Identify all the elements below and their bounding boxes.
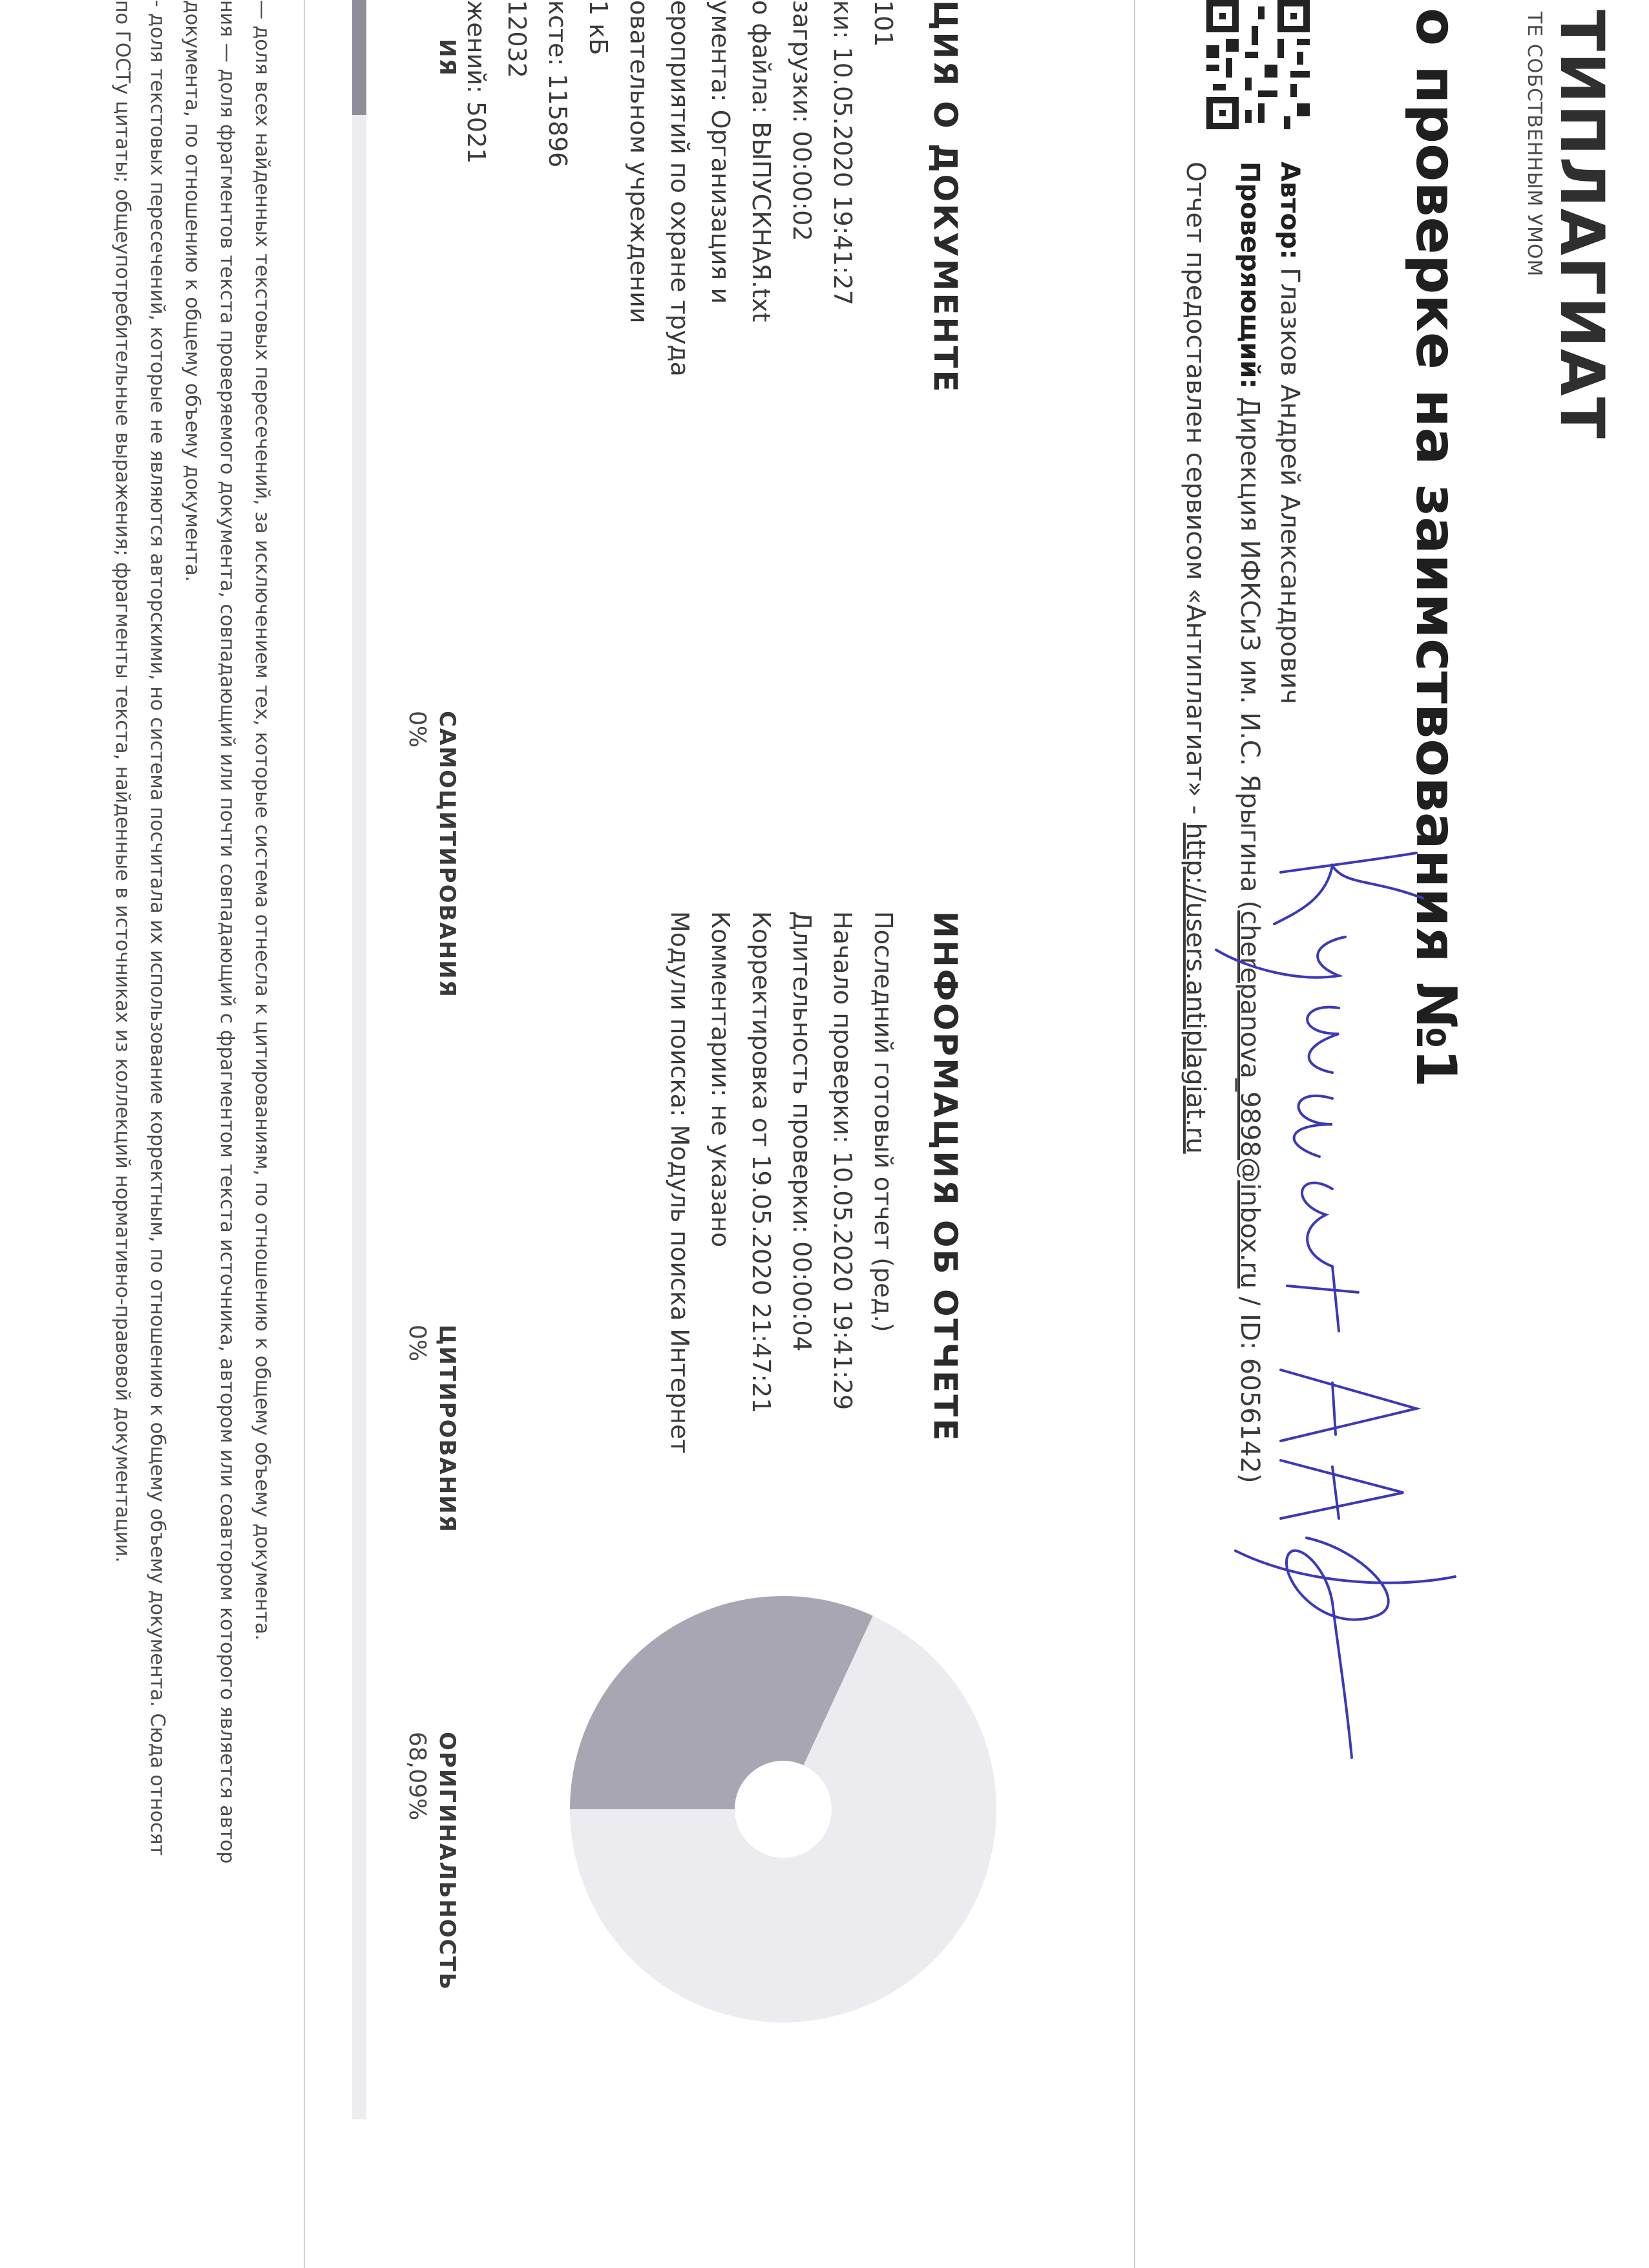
doc-info-line: 1 кБ [584, 0, 613, 56]
reviewer-label: Проверяющий: [1235, 162, 1265, 389]
doc-info-line: ксте: 115896 [543, 0, 572, 168]
doc-info-line: ероприятий по охране труда [666, 0, 694, 377]
doc-info-line: жений: 5021 [462, 0, 490, 164]
stat-originality-label: ОРИГИНАЛЬНОСТЬ [434, 1732, 460, 1991]
footnotes [105, 0, 279, 1864]
header-divider [1134, 0, 1135, 2268]
report-info-line: Комментарии: не указано [706, 911, 735, 1248]
report-info-line: Корректировка от 19.05.2020 21:47:21 [747, 911, 775, 1414]
reviewer-value: Дирекция ИФКСиЗ им. И.С. Ярыгина ( [1235, 397, 1265, 911]
borrowings-bar-fill [352, 0, 366, 115]
doc-info-line: загрузки: 00:00:02 [788, 0, 816, 242]
stat-citations-label: ЦИТИРОВАНИЯ [434, 1325, 460, 1533]
antiplagiat-logo: ТИПЛАГИАТ [1546, 10, 1617, 440]
footnote-line: - доля текстовых пересечений, которые не являются авторскими, но система посчитала их использование корректным, по отношению к общему объему документа. Сюда относят [146, 0, 169, 1856]
reviewer-id: / ID: 6056142) [1235, 1288, 1265, 1484]
stat-originality [404, 1732, 460, 1991]
doc-info-line: овательном учреждении [625, 0, 653, 324]
stat-self-citations-label: САМОЦИТИРОВАНИЯ [434, 711, 460, 998]
report-info-section [659, 911, 964, 1454]
doc-info-section [456, 0, 964, 394]
report-info-list [659, 911, 903, 1454]
footnote-line: — доля всех найденных текстовых пересечений, за исключением тех, которые система отнесла к цитированиям, по отношению к общему объему документа. [251, 0, 273, 1641]
stat-originality-value: 68,09% [404, 1732, 430, 1821]
reviewer-email-link[interactable]: cherepanova_9898@inbox.ru [1235, 910, 1265, 1289]
doc-info-line: 101 [869, 0, 898, 47]
doc-info-list [456, 0, 903, 394]
footnote-line: ния — доля фрагментов текста проверяемого документа, совпадающий или почти совпадающий с фрагментом текста источника, автором или соавтором которого является автор [216, 0, 238, 1864]
handwritten-signature [1197, 840, 1494, 1809]
footer-divider [304, 0, 305, 2268]
service-link[interactable]: http://users.antiplagiat.ru [1181, 823, 1210, 1154]
author-value: Глазков Андрей Александрович [1275, 268, 1305, 704]
author-label: Автор: [1275, 162, 1305, 260]
stat-self-citations [404, 711, 460, 998]
doc-info-line: умента: Организация и [706, 0, 735, 304]
report-info-line: Начало проверки: 10.05.2020 19:41:29 [828, 911, 857, 1411]
report-info-line: Модули поиска: Модуль поиска Интернет [666, 911, 694, 1454]
stat-borrowings-label: ИЯ [434, 39, 460, 77]
doc-info-line: ки: 10.05.2020 19:41:27 [828, 0, 857, 306]
doc-info-line: о файла: ВЫПУСКНАЯ.txt [747, 0, 775, 322]
footnote-line: по ГОСТу цитаты; общеупотребительные выражения; фрагменты текста, найденные в источниках из коллекций нормативно-правовой документации. [111, 0, 134, 1563]
doc-info-heading: ЦИЯ О ДОКУМЕНТЕ [927, 0, 964, 394]
doc-info-line: 12032 [503, 0, 531, 78]
stat-citations [404, 1325, 460, 1533]
qr-code-icon [1206, 0, 1310, 129]
service-text: Отчет предоставлен сервисом «Антиплагиат» - [1181, 162, 1210, 823]
originality-donut-chart [557, 1583, 1009, 2035]
footnote-line: документа, по отношению к общему объему документа. [181, 0, 204, 582]
report-info-line: Последний готовый отчет (ред.) [869, 911, 898, 1332]
report-title: о проверке на заимствования №1 [1403, 8, 1468, 1087]
stats-bar-track [352, 0, 366, 2119]
stat-self-citations-value: 0% [404, 711, 430, 748]
stat-citations-value: 0% [404, 1325, 430, 1362]
report-info-heading: ИНФОРМАЦИЯ ОБ ОТЧЕТЕ [927, 911, 964, 1443]
logo-tagline: ТЕ СОБСТВЕННЫМ УМОМ [1523, 12, 1546, 277]
stat-borrowings [434, 0, 460, 77]
report-info-line: Длительность проверки: 00:00:04 [788, 911, 816, 1352]
